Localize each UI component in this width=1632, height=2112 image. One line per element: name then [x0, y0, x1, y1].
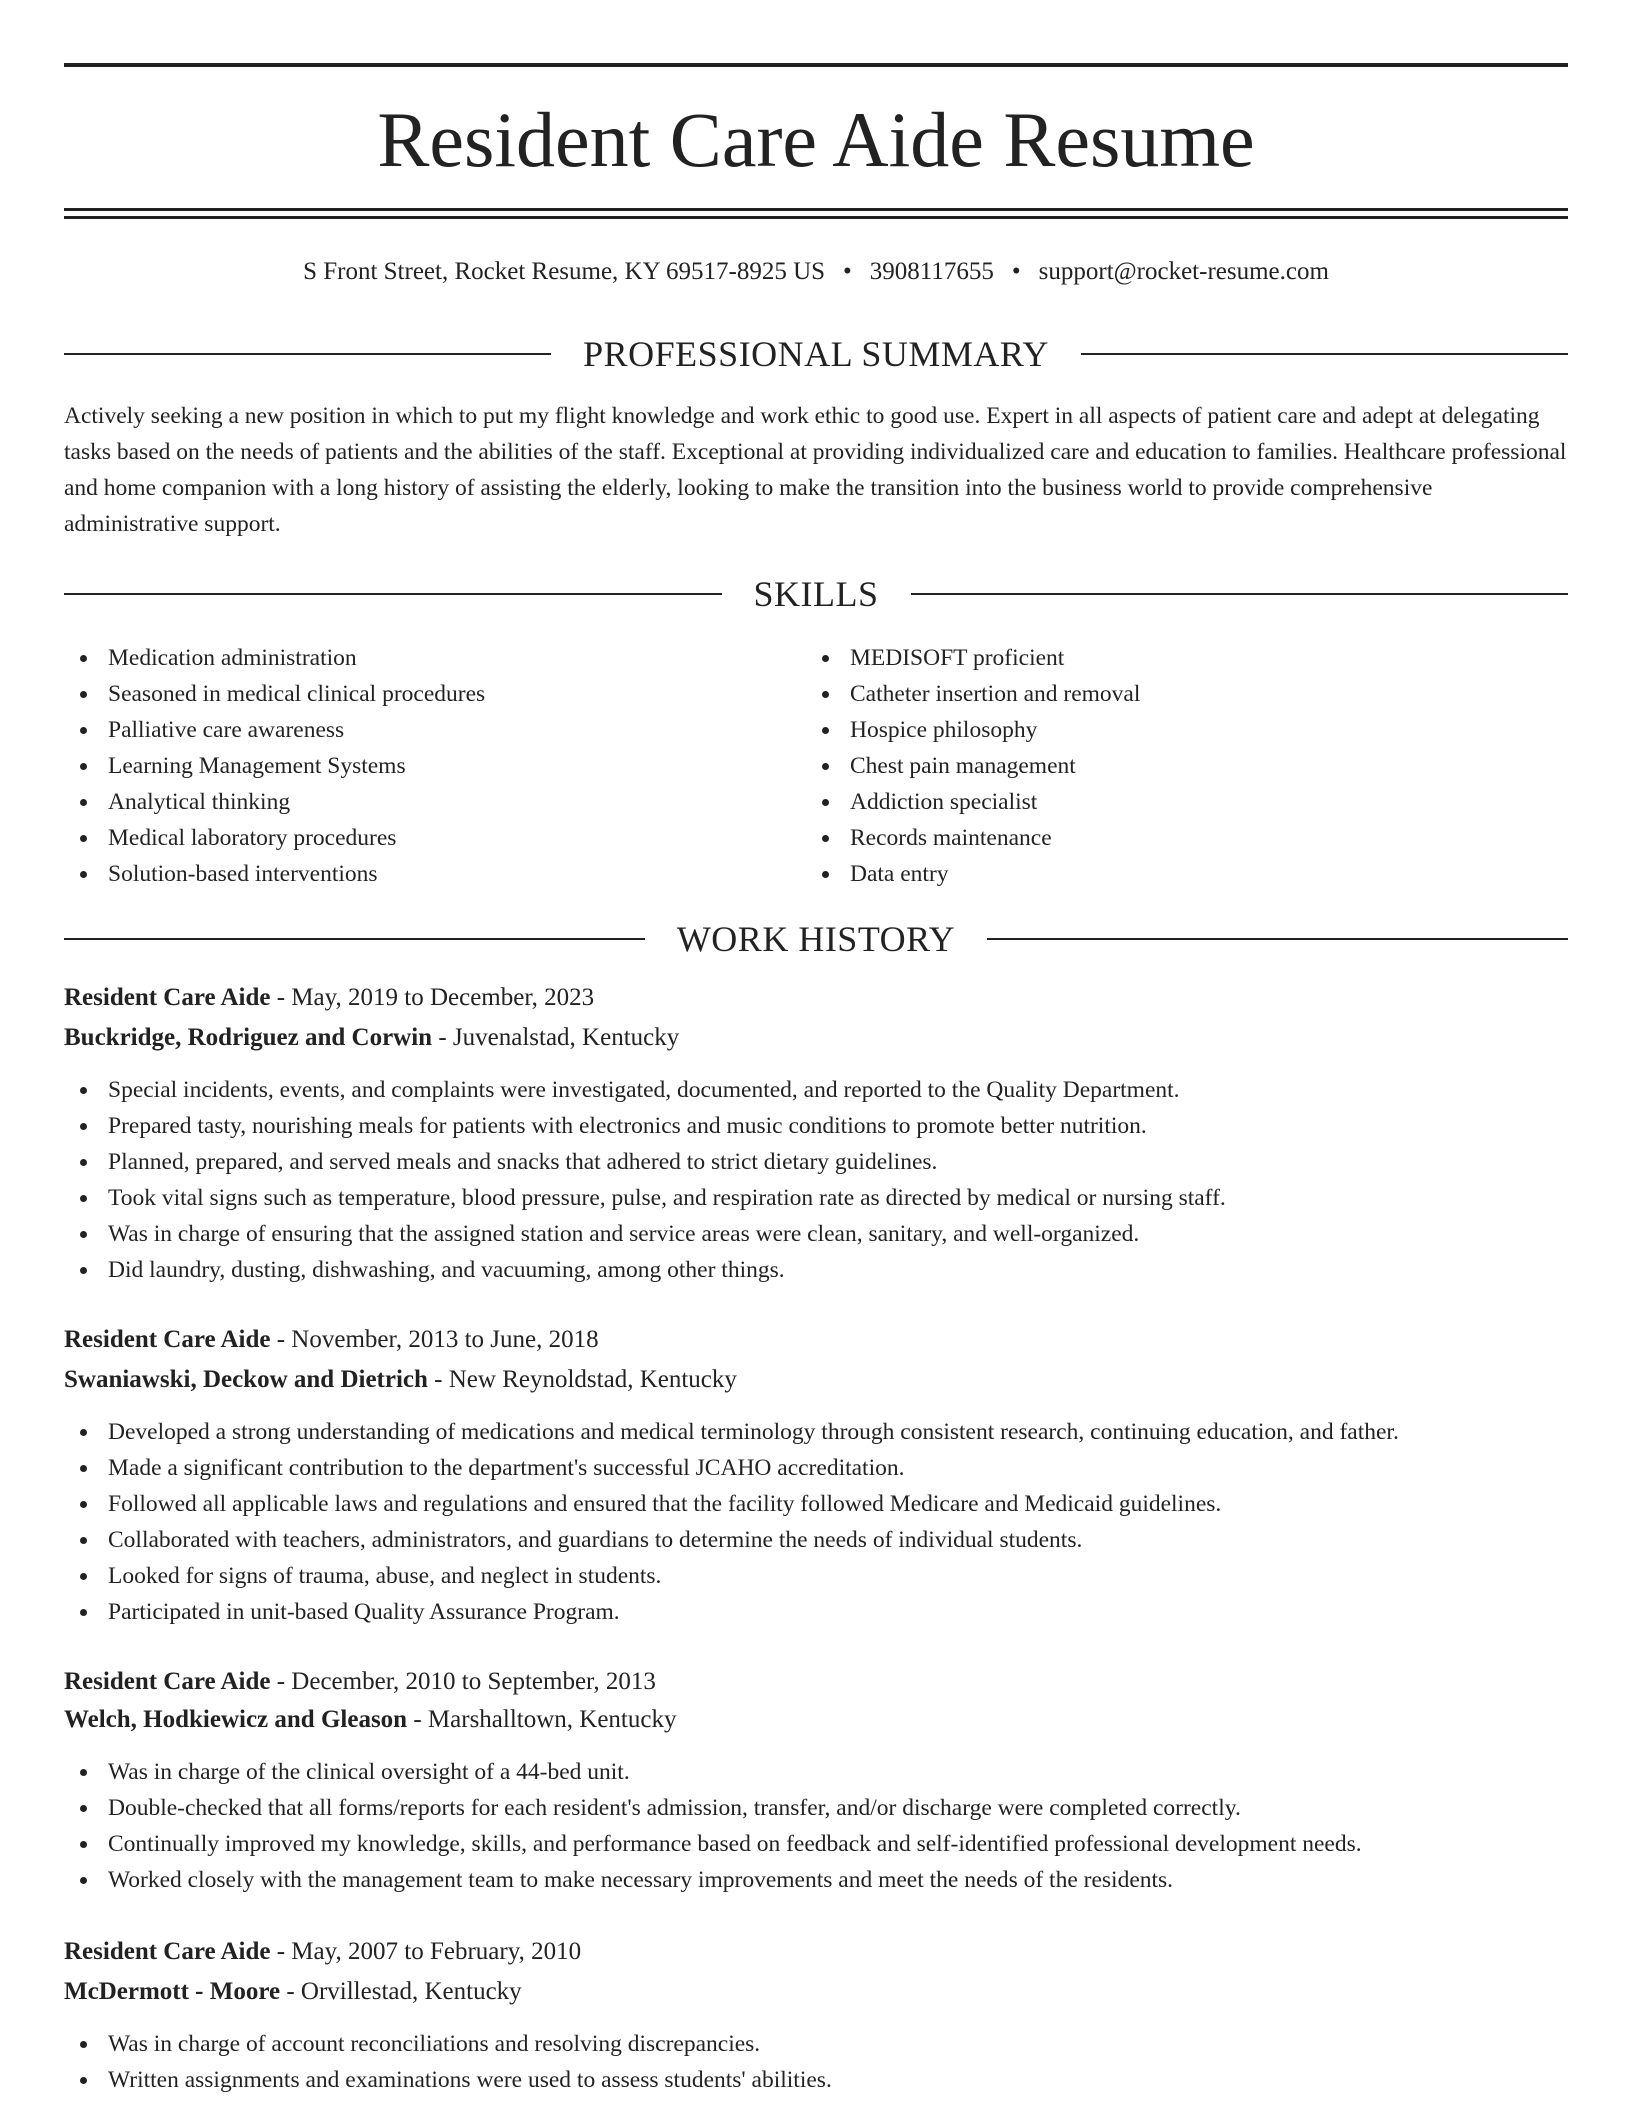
job-title: Resident Care Aide [64, 1938, 271, 1965]
job-company-line [64, 1018, 1568, 1058]
job-company: McDermott - Moore [64, 1978, 281, 2005]
section-header-skills [64, 570, 1568, 618]
job-title-line [64, 1662, 1568, 1702]
job-bullet-list [64, 1414, 1568, 1630]
resume-title: Resident Care Aide Resume [377, 96, 1255, 183]
skill-item: Records maintenance [806, 820, 1546, 856]
contact-separator: • [1011, 258, 1021, 285]
summary-text: Actively seeking a new position in which to put my flight knowledge and work ethic to good use. Expert in all aspects of patient care and adept at delegating tasks based on the needs of patients and the abilities of the staff. Exceptional at providing individualized care and education to families. Healthcare professional and home companion with a long history of assisting the elderly, looking to make the transition into the business world to provide comprehensive administrative support. [64, 403, 1567, 537]
job-title-line [64, 1932, 1568, 1972]
divider-line [64, 593, 722, 595]
skill-item: Catheter insertion and removal [806, 676, 1546, 712]
job-location: - Juvenalstad, Kentucky [432, 1024, 680, 1051]
divider-line [987, 938, 1568, 940]
job-bullet: Developed a strong understanding of medications and medical terminology through consistent research, continuing education, and father. [64, 1414, 1568, 1450]
contact-email[interactable]: support@rocket-resume.com [1038, 258, 1329, 285]
title-rule-lower [64, 216, 1568, 219]
job-bullet: Double-checked that all forms/reports for each resident's admission, transfer, and/or discharge were completed correctly. [64, 1790, 1568, 1826]
skill-item: Addiction specialist [806, 784, 1546, 820]
job-bullet: Collaborated with teachers, administrators, and guardians to determine the needs of individual students. [64, 1522, 1568, 1558]
job-bullet: Followed all applicable laws and regulations and ensured that the facility followed Medicare and Medicaid guidelines. [64, 1486, 1568, 1522]
job-bullet: Took vital signs such as temperature, blood pressure, pulse, and respiration rate as directed by medical or nursing staff. [64, 1180, 1568, 1216]
job-bullet: Was in charge of ensuring that the assigned station and service areas were clean, sanitary, and well-organized. [64, 1216, 1568, 1252]
job-bullet: Did laundry, dusting, dishwashing, and vacuuming, among other things. [64, 1252, 1568, 1288]
section-title-summary: PROFESSIONAL SUMMARY [583, 334, 1049, 374]
title-rule-upper [64, 208, 1568, 211]
job-bullet-list [64, 1072, 1568, 1288]
job-dates: - May, 2007 to February, 2010 [270, 1938, 582, 1965]
contact-phone: 3908117655 [869, 258, 994, 285]
skill-item: Chest pain management [806, 748, 1546, 784]
skill-item: Palliative care awareness [64, 712, 804, 748]
job-company: Welch, Hodkiewicz and Gleason [64, 1706, 408, 1733]
job-title: Resident Care Aide [64, 1326, 271, 1353]
divider-line [1081, 353, 1568, 355]
divider-line [911, 593, 1569, 595]
job-dates: - November, 2013 to June, 2018 [270, 1326, 599, 1353]
skill-item: Data entry [806, 856, 1546, 892]
section-header-work [64, 915, 1568, 963]
job-company: Swaniawski, Deckow and Dietrich [64, 1366, 428, 1393]
divider-line [64, 353, 551, 355]
skill-item: Learning Management Systems [64, 748, 804, 784]
contact-line [64, 252, 1568, 292]
job-bullet: Participated in unit-based Quality Assurance Program. [64, 1594, 1568, 1630]
contact-address: S Front Street, Rocket Resume, KY 69517-8925 US [303, 258, 826, 285]
section-header-summary [64, 330, 1568, 378]
job-bullet-list [64, 1754, 1568, 1898]
job-location: - Marshalltown, Kentucky [407, 1706, 677, 1733]
job-title-line [64, 1320, 1568, 1360]
top-rule [64, 63, 1568, 67]
job-bullet: Looked for signs of trauma, abuse, and neglect in students. [64, 1558, 1568, 1594]
divider-line [64, 938, 645, 940]
job-company: Buckridge, Rodriguez and Corwin [64, 1024, 433, 1051]
job-bullet: Was in charge of account reconciliations and resolving discrepancies. [64, 2026, 1568, 2062]
skill-item: Seasoned in medical clinical procedures [64, 676, 804, 712]
job-company-line [64, 1360, 1568, 1400]
job-bullet: Planned, prepared, and served meals and snacks that adhered to strict dietary guidelines. [64, 1144, 1568, 1180]
job-dates: - May, 2019 to December, 2023 [270, 984, 595, 1011]
job-dates: - December, 2010 to September, 2013 [270, 1668, 656, 1695]
skill-item: Medication administration [64, 640, 804, 676]
skills-list-right [806, 640, 1546, 892]
skill-item: Hospice philosophy [806, 712, 1546, 748]
job-company-line [64, 1972, 1568, 2012]
skill-item: MEDISOFT proficient [806, 640, 1546, 676]
skills-list-left [64, 640, 804, 892]
job-bullet: Was in charge of the clinical oversight of a 44-bed unit. [64, 1754, 1568, 1790]
section-title-skills: SKILLS [753, 574, 879, 614]
job-bullet: Prepared tasty, nourishing meals for patients with electronics and music conditions to promote better nutrition. [64, 1108, 1568, 1144]
contact-separator: • [843, 258, 852, 285]
job-bullet: Special incidents, events, and complaints were investigated, documented, and reported to the Quality Department. [64, 1072, 1568, 1108]
job-title-line [64, 978, 1568, 1018]
job-bullet-list [64, 2026, 1568, 2098]
job-title: Resident Care Aide [64, 984, 271, 1011]
section-title-work: WORK HISTORY [676, 919, 956, 959]
job-bullet: Continually improved my knowledge, skills, and performance based on feedback and self-identified professional development needs. [64, 1826, 1568, 1862]
skill-item: Analytical thinking [64, 784, 804, 820]
skill-item: Medical laboratory procedures [64, 820, 804, 856]
job-bullet: Made a significant contribution to the department's successful JCAHO accreditation. [64, 1450, 1568, 1486]
job-bullet: Worked closely with the management team to make necessary improvements and meet the needs of the residents. [64, 1862, 1568, 1898]
skill-item: Solution-based interventions [64, 856, 804, 892]
job-location: - New Reynoldstad, Kentucky [427, 1366, 737, 1393]
job-location: - Orvillestad, Kentucky [280, 1978, 522, 2005]
job-title: Resident Care Aide [64, 1668, 271, 1695]
job-company-line [64, 1700, 1568, 1740]
job-bullet: Written assignments and examinations were used to assess students' abilities. [64, 2062, 1568, 2098]
